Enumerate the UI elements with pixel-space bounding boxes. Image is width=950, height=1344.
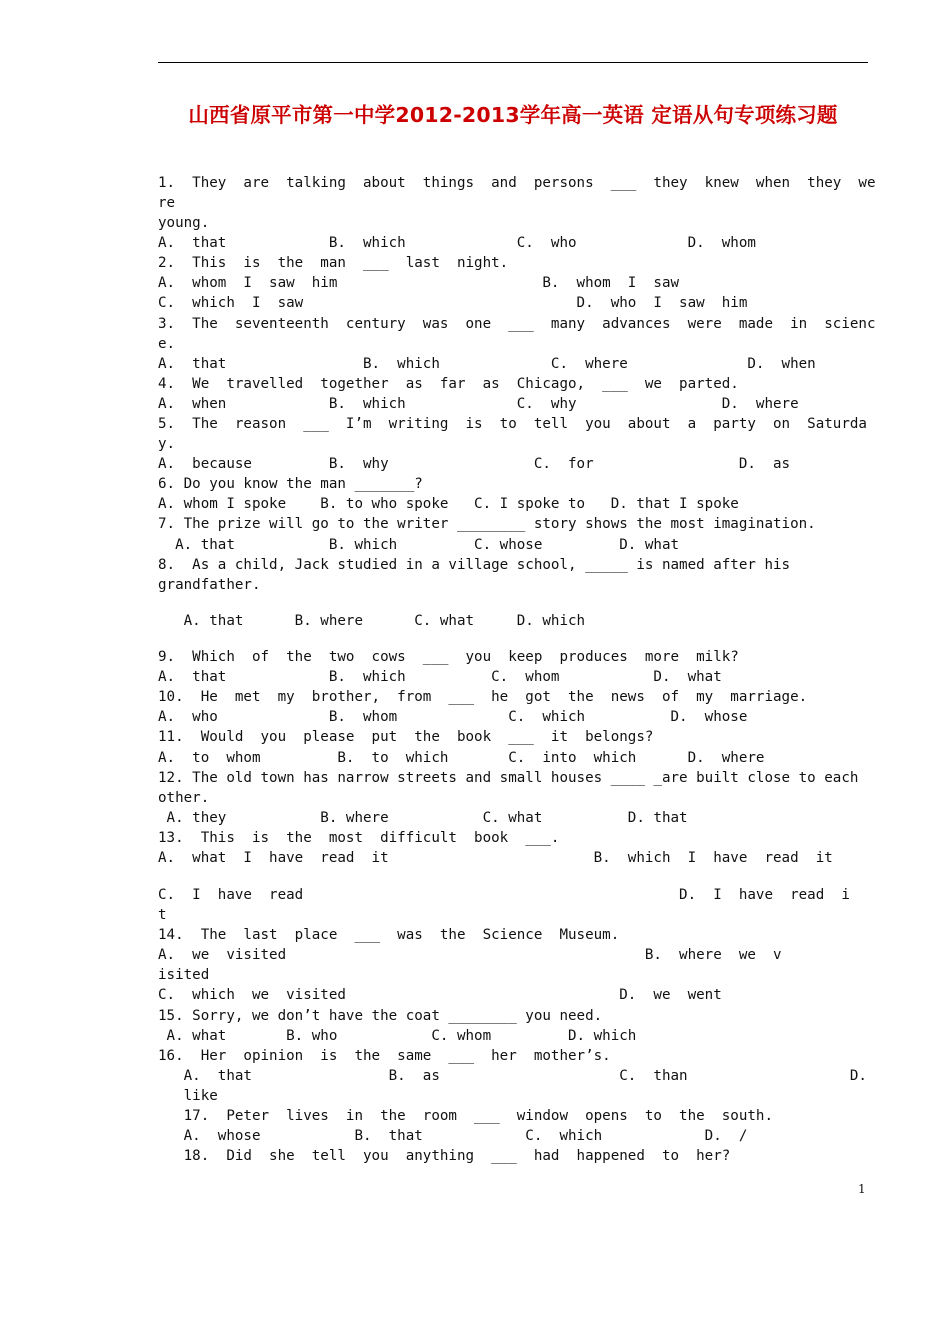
- question-line: re: [158, 195, 176, 211]
- question-line: 4. We travelled together as far as Chicago, ___ we parted.: [158, 376, 739, 392]
- question-line: t: [158, 907, 167, 923]
- question-line: A. whom I spoke B. to who spoke C. I spoke to D. that I spoke: [158, 496, 739, 512]
- header-rule: [158, 62, 868, 63]
- question-line: A. that B. which C. who D. whom: [158, 235, 756, 251]
- question-line: grandfather.: [158, 577, 261, 593]
- question-line: 5. The reason ___ I’m writing is to tell you about a party on Saturda: [158, 416, 867, 432]
- question-line: A. whom I saw him B. whom I saw: [158, 275, 680, 291]
- question-line: 15. Sorry, we don’t have the coat ________ you need.: [158, 1008, 603, 1024]
- question-line: A. they B. where C. what D. that: [158, 810, 688, 826]
- question-line: 1. They are talking about things and persons ___ they knew when they we: [158, 175, 876, 191]
- question-line: other.: [158, 790, 210, 806]
- question-line: A. who B. whom C. which D. whose: [158, 709, 748, 725]
- question-line: A. that B. as C. than D.: [158, 1068, 867, 1084]
- question-line: 7. The prize will go to the writer ________ story shows the most imagination.: [158, 516, 816, 532]
- question-line: 12. The old town has narrow streets and small houses ____ _are built close to each: [158, 770, 859, 786]
- question-line: A. to whom B. to which C. into which D. where: [158, 750, 765, 766]
- question-line: A. what I have read it B. which I have read it: [158, 850, 833, 866]
- question-line: 13. This is the most difficult book ___.: [158, 830, 560, 846]
- question-line: A. when B. which C. why D. where: [158, 396, 799, 412]
- question-line: A. whose B. that C. which D. /: [158, 1128, 748, 1144]
- question-line: y.: [158, 436, 176, 452]
- question-line: 3. The seventeenth century was one ___ many advances were made in scienc: [158, 316, 876, 332]
- question-line: C. which we visited D. we went: [158, 987, 722, 1003]
- question-line: 14. The last place ___ was the Science Museum.: [158, 927, 620, 943]
- question-line: A. that B. where C. what D. which: [158, 613, 586, 629]
- question-line: 6. Do you know the man _______?: [158, 476, 423, 492]
- question-line: 2. This is the man ___ last night.: [158, 255, 509, 271]
- question-line: isited: [158, 967, 210, 983]
- page-number: 1: [858, 1182, 866, 1196]
- question-line: A. that B. which C. whom D. what: [158, 669, 722, 685]
- question-line: 8. As a child, Jack studied in a village school, _____ is named after his: [158, 557, 791, 573]
- question-line: 9. Which of the two cows ___ you keep produces more milk?: [158, 649, 739, 665]
- question-line: e.: [158, 336, 176, 352]
- question-line: 16. Her opinion is the same ___ her mother’s.: [158, 1048, 611, 1064]
- question-line: C. which I saw D. who I saw him: [158, 295, 748, 311]
- question-line: A. that B. which C. whose D. what: [158, 537, 680, 553]
- question-line: A. what B. who C. whom D. which: [158, 1028, 637, 1044]
- question-line: 18. Did she tell you anything ___ had happened to her?: [158, 1148, 731, 1164]
- question-line: 10. He met my brother, from ___ he got the news of my marriage.: [158, 689, 808, 705]
- page-title: 山西省原平市第一中学2012-2013学年高一英语 定语从句专项练习题: [188, 103, 838, 127]
- question-line: 11. Would you please put the book ___ it belongs?: [158, 729, 654, 745]
- question-line: C. I have read D. I have read i: [158, 887, 850, 903]
- question-line: 17. Peter lives in the room ___ window opens to the south.: [158, 1108, 773, 1124]
- question-line: like: [158, 1088, 218, 1104]
- question-line: A. we visited B. where we v: [158, 947, 782, 963]
- question-line: A. that B. which C. where D. when: [158, 356, 816, 372]
- question-line: young.: [158, 215, 210, 231]
- question-line: A. because B. why C. for D. as: [158, 456, 791, 472]
